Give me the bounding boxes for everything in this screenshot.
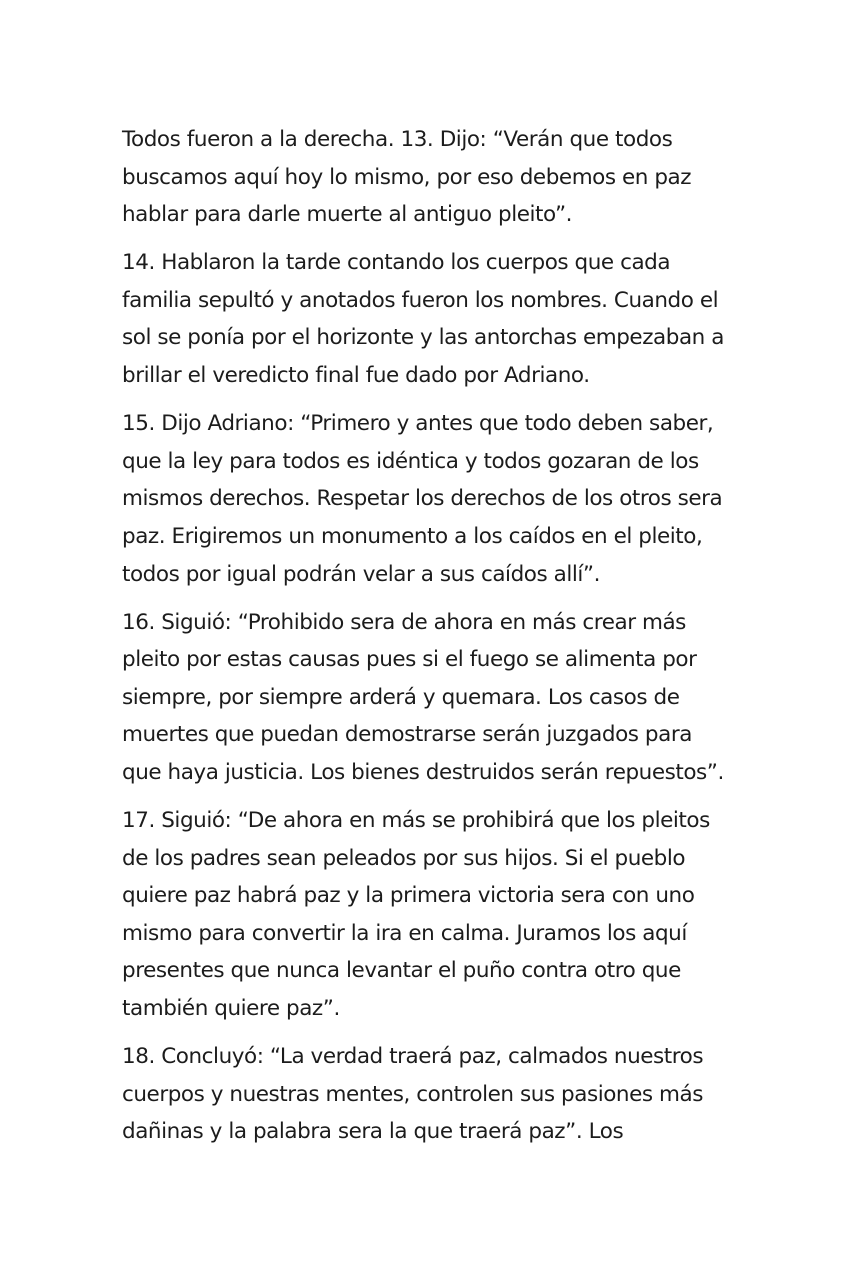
text-line: brillar el veredicto final fue dado por Adriano. bbox=[122, 363, 590, 389]
text-line: buscamos aquí hoy lo mismo, por eso debemos en paz bbox=[122, 164, 692, 190]
text-line: paz. Erigiremos un monumento a los caídos en el pleito, bbox=[122, 523, 703, 549]
text-line: Todos fueron a la derecha. 13. Dijo: “Verán que todos bbox=[122, 127, 673, 152]
text-line: todos por igual podrán velar a sus caídos allí”. bbox=[122, 561, 600, 587]
text-line: 17. Siguió: “De ahora en más se prohibirá que los pleitos bbox=[122, 808, 710, 834]
text-line: de los padres sean peleados por sus hijos. Si el pueblo bbox=[122, 845, 686, 871]
text-line: presentes que nunca levantar el puño contra otro que bbox=[122, 958, 681, 984]
text-line: 15. Dijo Adriano: “Primero y antes que todo deben saber, bbox=[122, 411, 714, 437]
text-line: muertes que puedan demostrarse serán juzgados para bbox=[122, 722, 692, 748]
text-line: hablar para darle muerte al antiguo pleito”. bbox=[122, 202, 573, 228]
text-line: mismo para convertir la ira en calma. Juramos los aquí bbox=[122, 920, 687, 946]
text-line: 16. Siguió: “Prohibido sera de ahora en más crear más bbox=[122, 609, 686, 635]
text-line: que haya justicia. Los bienes destruidos serán repuestos”. bbox=[122, 760, 724, 785]
paragraph-14 bbox=[122, 244, 734, 394]
text-line: cuerpos y nuestras mentes, controlen sus pasiones más bbox=[122, 1081, 703, 1107]
paragraph-18 bbox=[122, 1038, 734, 1151]
text-line: 14. Hablaron la tarde contando los cuerpos que cada bbox=[122, 250, 671, 276]
text-line: siempre, por siempre arderá y quemara. Los casos de bbox=[122, 684, 680, 710]
paragraph-16 bbox=[122, 604, 734, 792]
paragraph-13 bbox=[122, 121, 734, 234]
text-line: sol se ponía por el horizonte y las antorchas empezaban a bbox=[122, 325, 724, 351]
text-line: 18. Concluyó: “La verdad traerá paz, calmados nuestros bbox=[122, 1044, 704, 1070]
text-line: quiere paz habrá paz y la primera victoria sera con uno bbox=[122, 883, 695, 909]
paragraph-17 bbox=[122, 802, 734, 1028]
document-page bbox=[122, 121, 734, 1161]
text-line: pleito por estas causas pues si el fuego se alimenta por bbox=[122, 647, 697, 673]
text-line: familia sepultó y anotados fueron los nombres. Cuando el bbox=[122, 287, 719, 313]
text-line: que la ley para todos es idéntica y todos gozaran de los bbox=[122, 448, 699, 474]
text-line: dañinas y la palabra sera la que traerá paz”. Los bbox=[122, 1119, 624, 1145]
text-line: también quiere paz”. bbox=[122, 996, 340, 1022]
paragraph-15 bbox=[122, 405, 734, 593]
text-line: mismos derechos. Respetar los derechos de los otros sera bbox=[122, 486, 723, 512]
